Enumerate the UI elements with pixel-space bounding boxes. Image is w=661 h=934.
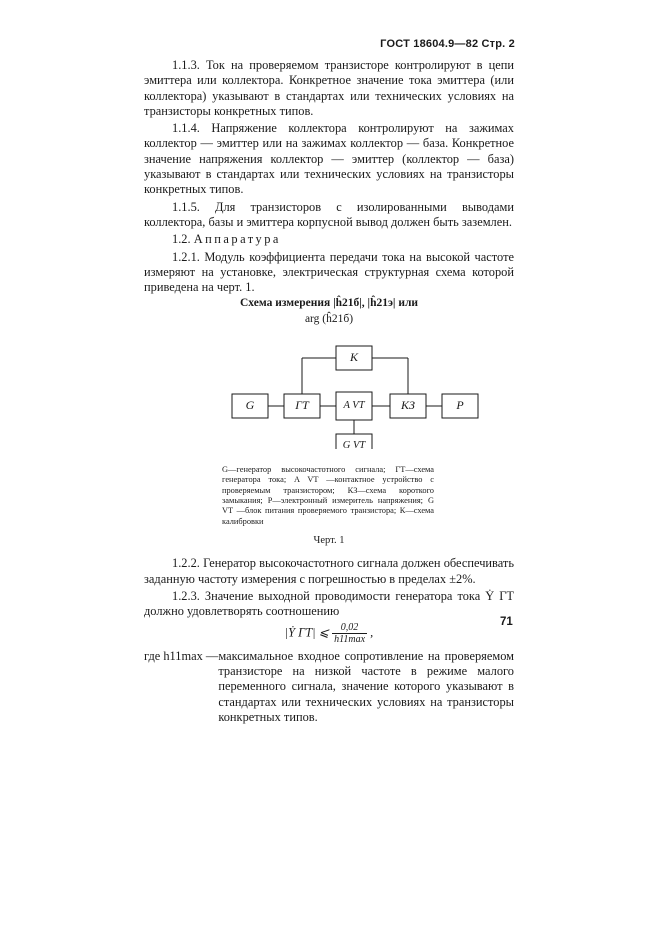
formula-numerator: 0,02 <box>332 622 367 634</box>
formula <box>144 622 514 645</box>
block-diagram <box>144 334 514 449</box>
formula-fraction <box>332 622 367 645</box>
label-kz: КЗ <box>401 397 415 412</box>
label-gt: ГТ <box>295 397 309 412</box>
page-number: 71 <box>500 616 513 628</box>
paragraph-1-2-2: 1.2.2. Генератор высокочастотного сигнала должен обеспечивать заданную частоту измерения с погрешностью в пределах ±2%. <box>144 556 514 586</box>
label-g: G <box>245 397 255 412</box>
figure-caption: Черт. 1 <box>313 535 345 547</box>
paragraph-1-1-3: 1.1.3. Ток на проверяемом транзисторе контролируют в цепи эмиттера или коллектора. Конкретное значение тока эмиттера (или коллектора) указывают в стандартах или технических условиях на транзисторы конкретных типов. <box>144 58 514 118</box>
where-clause <box>144 649 514 725</box>
block-diagram-lines <box>144 334 514 449</box>
figure-title: Схема измерения |ĥ21б|, |ĥ21э| или <box>239 297 419 310</box>
paragraph-1-1-4: 1.1.4. Напряжение коллектора контролируют на зажимах коллектор — эмиттер или на зажимах коллектор — база. Конкретное значение напряжения коллектор — эмиттер (коллектор — база) указывают в стандартах или технических условиях на транзисторы конкретных типов. <box>144 121 514 197</box>
label-gvt: G VT <box>342 439 366 451</box>
label-avt: A VT <box>343 399 365 411</box>
page-header: ГОСТ 18604.9—82 Стр. 2 <box>380 38 515 50</box>
figure-legend: G—генератор высокочастотного сигнала; ГТ—схема генератора тока; A VT —контактное устройство с проверяемым транзистором; КЗ—схема короткого замыкания; Р—электронный измеритель напряжения; G VT —блок питания проверяемого транзистора; К—схема калибровки <box>222 464 434 526</box>
paragraph-1-2-3: 1.2.3. Значение выходной проводимости генератора тока Ẏ ГТ должно удовлетворять соотношению <box>144 589 514 619</box>
paragraph-1-2-1: 1.2.1. Модуль коэффициента передачи тока на высокой частоте измеряют на установке, электрическая структурная схема которой приведена на черт. 1. <box>144 249 514 295</box>
where-definition: максимальное входное сопротивление на проверяемом транзисторе на низкой частоте в режиме малого переменного сигнала, значение которого указывают в стандартах или технических условиях на транзисторы конкретных типов. <box>218 648 514 724</box>
paragraph-1-1-5: 1.1.5. Для транзисторов с изолированными выводами коллектора, базы и эмиттера корпусной вывод должен быть заземлен. <box>144 199 514 229</box>
section-title: Аппаратура <box>193 232 281 247</box>
formula-denominator: h11max <box>334 633 366 645</box>
section-number: 1.2. <box>172 232 191 247</box>
document-body <box>144 58 514 725</box>
formula-tail: , <box>370 625 374 640</box>
label-k: К <box>350 349 358 364</box>
formula-left: |Ẏ ГТ| ⩽ <box>284 625 329 640</box>
label-p: Р <box>456 397 464 412</box>
figure-title-line2: arg (ĥ21б) <box>304 313 354 326</box>
section-heading-1-2 <box>144 232 514 247</box>
where-term: где h11max — <box>144 648 219 663</box>
